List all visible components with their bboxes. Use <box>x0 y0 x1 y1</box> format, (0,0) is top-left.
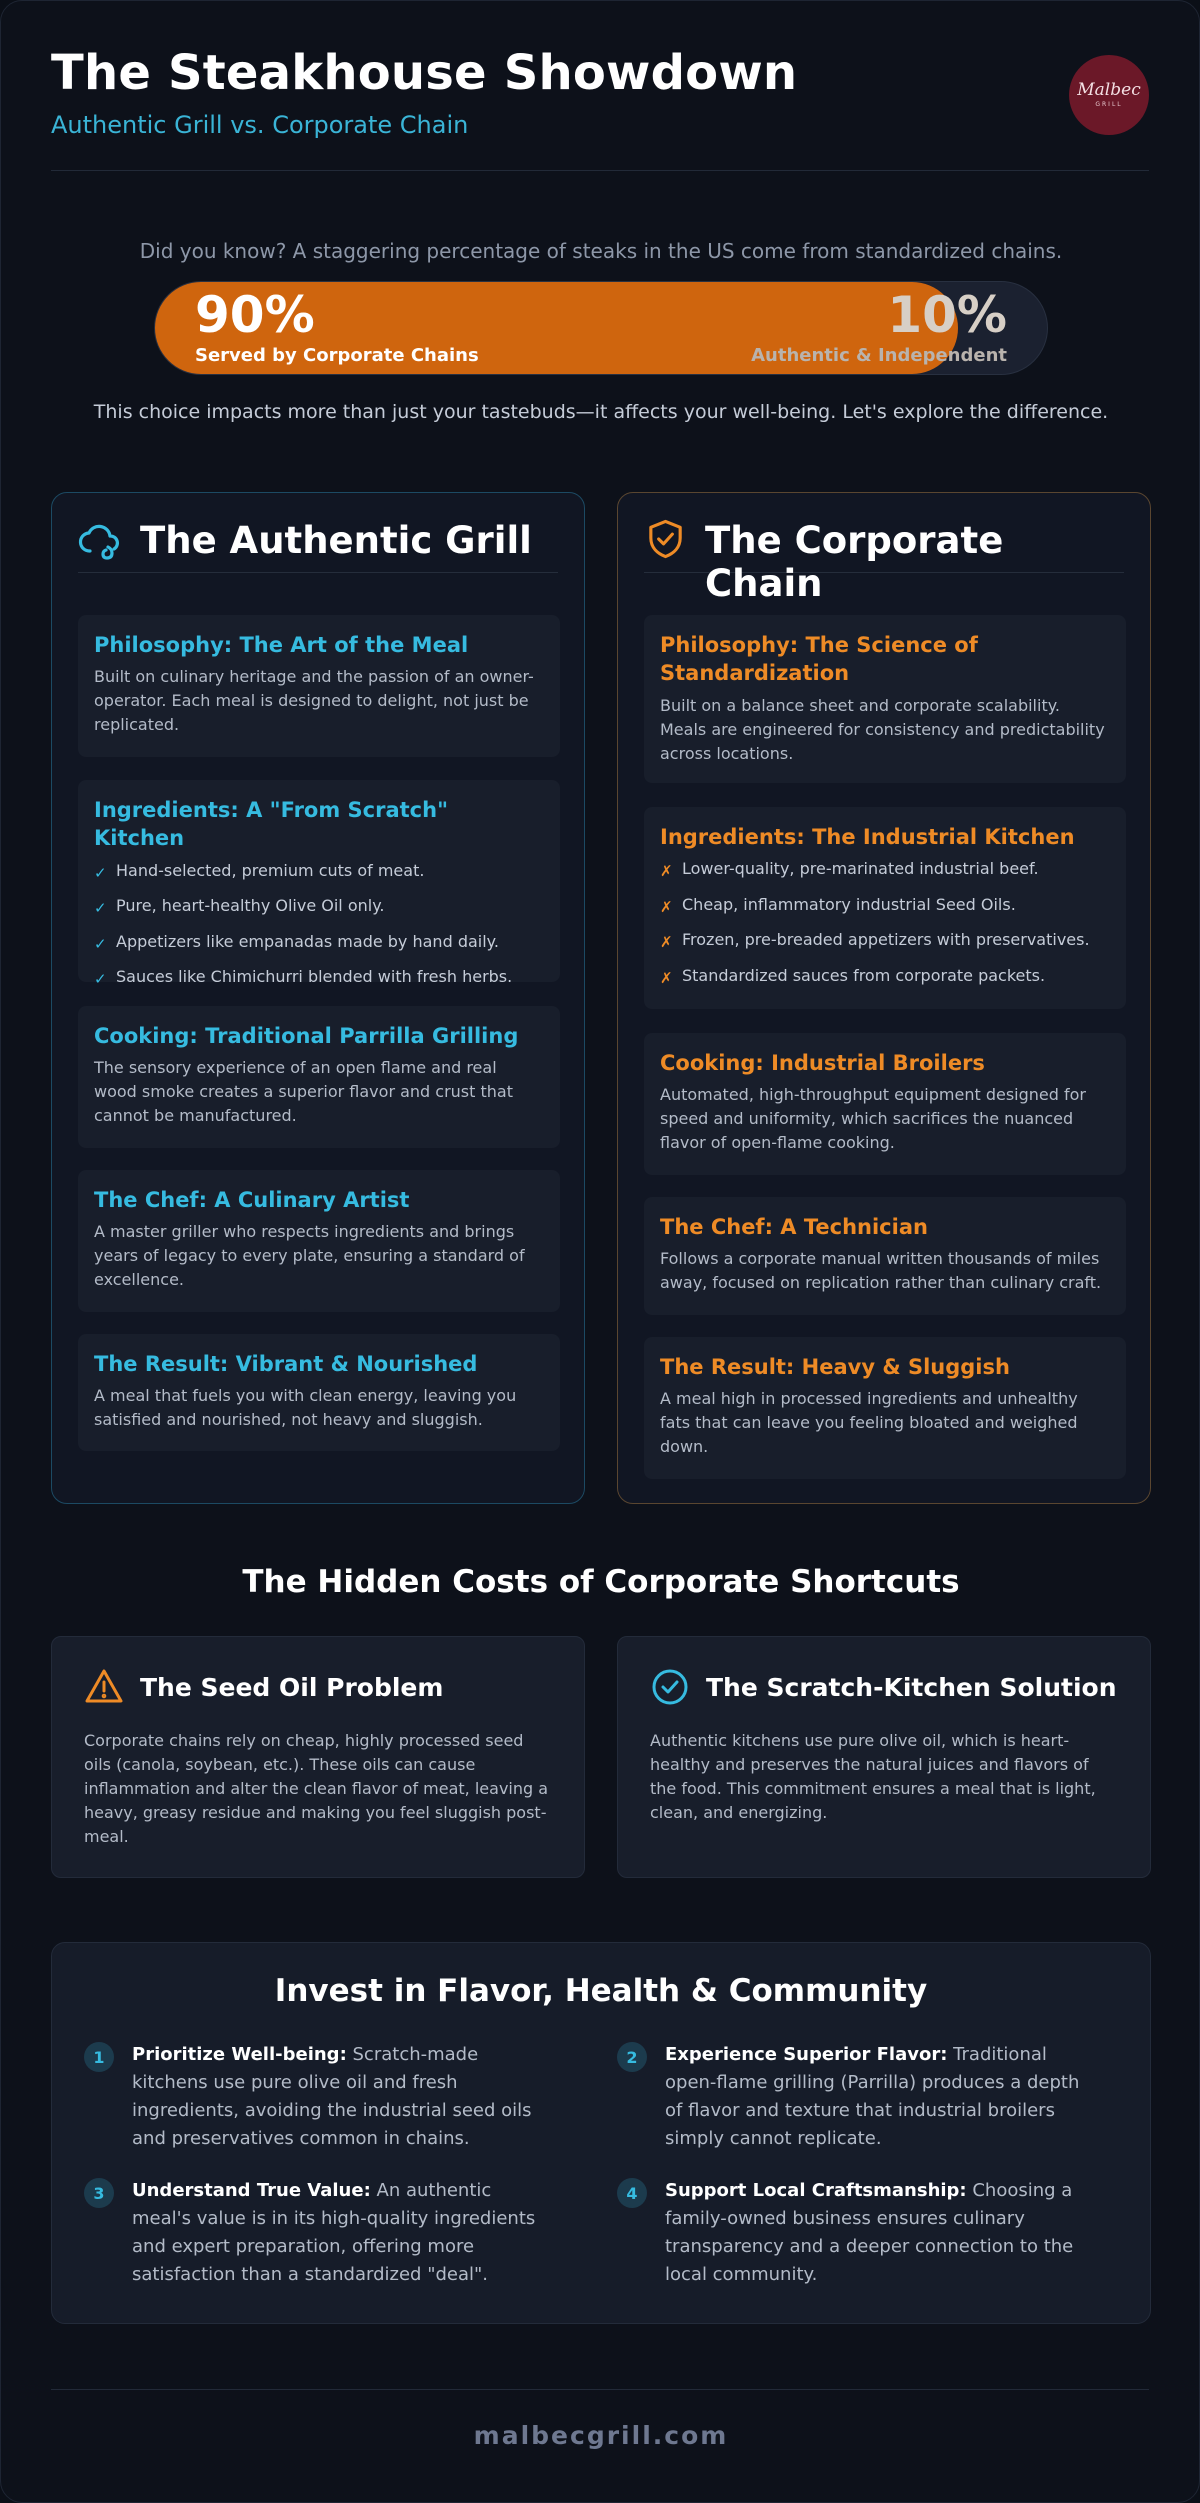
grill-cooking-card <box>78 1006 560 1148</box>
card-title: The Result: Heavy & Sluggish <box>660 1355 1010 1379</box>
invest-point <box>84 2041 554 2153</box>
invest-point <box>84 2177 554 2289</box>
number-badge: 3 <box>84 2178 114 2208</box>
shield-check-icon <box>644 517 687 561</box>
cross-icon: ✗ <box>660 968 673 987</box>
card-body: Automated, high-throughput equipment designed for speed and uniformity, which sacrifices the nuanced flavor of open-flame cooking. <box>660 1085 1086 1153</box>
number-badge: 4 <box>617 2178 647 2208</box>
stat-intro: Did you know? A staggering percentage of steaks in the US come from standardized chains. <box>139 239 1063 263</box>
invest-point <box>617 2177 1087 2289</box>
cross-icon: ✗ <box>660 897 673 916</box>
card-body: Corporate chains rely on cheap, highly processed seed oils (canola, soybean, etc.). These oils can cause inflammation and alter the clean flavor of meat, leaving a heavy, greasy residue and making you feel sluggish post-meal. <box>84 1731 549 1846</box>
list-item: ✓ Appetizers like empanadas made by hand daily. <box>94 931 499 953</box>
hidden-costs-title: The Hidden Costs of Corporate Shortcuts <box>242 1564 960 1600</box>
card-title: The Chef: A Technician <box>660 1215 928 1239</box>
grill-philosophy-card <box>78 615 560 757</box>
grill-header <box>78 519 558 573</box>
list-item: ✓ Pure, heart-healthy Olive Oil only. <box>94 896 385 918</box>
authentic-grill-column <box>51 492 585 1504</box>
grill-result-card <box>78 1334 560 1451</box>
scratch-kitchen-solution-card <box>617 1636 1151 1878</box>
card-title: Ingredients: The Industrial Kitchen <box>660 825 1075 849</box>
market-share-bar <box>154 281 1048 375</box>
check-icon: ✓ <box>94 899 107 918</box>
seed-oil-problem-card <box>51 1636 585 1878</box>
list-item: ✗ Standardized sauces from corporate packets. <box>660 965 1046 987</box>
point-lead: Prioritize Well-being: <box>132 2044 347 2065</box>
point-text: Choosing a family-owned business ensures culinary transparency and a deeper connection to the local community. <box>665 2180 1074 2285</box>
stat-outro: This choice impacts more than just your tastebuds—it affects your well-being. Let's explore the difference. <box>93 401 1109 423</box>
point-text: Traditional open-flame grilling (Parrilla) produces a depth of flavor and texture that industrial broilers simply cannot replicate. <box>665 2044 1080 2149</box>
invest-title: Invest in Flavor, Health & Community <box>274 1973 928 2009</box>
card-body: A master griller who respects ingredients and brings years of legacy to every plate, ensuring a standard of excellence. <box>94 1222 525 1290</box>
chain-chef-card <box>644 1197 1126 1315</box>
check-icon: ✓ <box>94 863 107 882</box>
cross-icon: ✗ <box>660 862 673 881</box>
page-subtitle: Authentic Grill vs. Corporate Chain <box>51 111 469 139</box>
list-item: ✗ Lower-quality, pre-marinated industrial beef. <box>660 859 1039 881</box>
card-title: The Result: Vibrant & Nourished <box>94 1352 478 1376</box>
independent-pct: 10% <box>887 286 1007 344</box>
chain-title: The Corporate Chain <box>705 519 1004 605</box>
card-title: Philosophy: The Art of the Meal <box>94 633 469 657</box>
card-body: The sensory experience of an open flame and real wood smoke creates a superior flavor and crust that cannot be manufactured. <box>94 1058 513 1126</box>
chain-ingredients-card <box>644 807 1126 1009</box>
number-badge: 1 <box>84 2042 114 2072</box>
point-lead: Understand True Value: <box>132 2180 371 2201</box>
point-lead: Support Local Craftsmanship: <box>665 2180 967 2201</box>
card-body: Built on a balance sheet and corporate scalability. Meals are engineered for consistency and predictability across locations. <box>660 695 1105 763</box>
card-body: A meal that fuels you with clean energy, leaving you satisfied and nourished, not heavy and sluggish. <box>94 1386 517 1430</box>
chain-philosophy-card <box>644 615 1126 783</box>
check-icon: ✓ <box>94 970 107 989</box>
corporate-label: Served by Corporate Chains <box>195 345 479 366</box>
list-item: ✓ Hand-selected, premium cuts of meat. <box>94 860 425 882</box>
card-title: The Seed Oil Problem <box>140 1672 444 1702</box>
grill-chef-card <box>78 1170 560 1312</box>
grill-ingredients-card <box>78 780 560 989</box>
grill-title: The Authentic Grill <box>140 519 532 562</box>
corporate-pct: 90% <box>195 286 315 344</box>
point-lead: Experience Superior Flavor: <box>665 2044 948 2065</box>
card-title: Cooking: Industrial Broilers <box>660 1051 985 1075</box>
flame-cloud-icon <box>78 517 122 561</box>
page-title: The Steakhouse Showdown <box>51 45 798 101</box>
cross-icon: ✗ <box>660 933 673 952</box>
invest-section <box>51 1942 1151 2324</box>
footer-divider <box>51 2389 1149 2390</box>
check-icon: ✓ <box>94 934 107 953</box>
chain-header <box>644 519 1124 605</box>
independent-label: Authentic & Independent <box>751 345 1007 366</box>
card-body: Authentic kitchens use pure olive oil, which is heart-healthy and preserves the natural juices and flavors of the food. This commitment ensures a meal that is light, clean, and energizing. <box>650 1731 1096 1822</box>
ingredient-list <box>94 861 544 990</box>
card-title: The Scratch-Kitchen Solution <box>706 1672 1117 1702</box>
footer-site[interactable]: malbecgrill.com <box>473 2421 729 2450</box>
corporate-chain-column <box>617 492 1151 1504</box>
card-body: Follows a corporate manual written thousands of miles away, focused on replication rather than culinary craft. <box>660 1249 1102 1293</box>
check-circle-icon <box>650 1667 690 1707</box>
independent-share <box>751 288 1007 366</box>
point-text: An authentic meal's value is in its high-quality ingredients and expert preparation, offering more satisfaction than a standardized "deal". <box>132 2180 536 2285</box>
card-title: Cooking: Traditional Parrilla Grilling <box>94 1024 519 1048</box>
card-title: Philosophy: The Science of Standardization <box>660 633 978 686</box>
malbec-logo: Malbec GRILL <box>1069 55 1149 135</box>
list-item: ✗ Cheap, inflammatory industrial Seed Oils. <box>660 894 1016 916</box>
card-body: Built on culinary heritage and the passion of an owner-operator. Each meal is designed to delight, not just be replicated. <box>94 667 534 735</box>
corporate-share <box>195 288 479 366</box>
warning-icon <box>84 1667 124 1707</box>
ingredient-list <box>660 859 1110 988</box>
list-item: ✗ Frozen, pre-breaded appetizers with preservatives. <box>660 930 1090 952</box>
invest-point <box>617 2041 1087 2153</box>
header <box>51 45 1149 171</box>
card-title: The Chef: A Culinary Artist <box>94 1188 410 1212</box>
card-body: A meal high in processed ingredients and unhealthy fats that can leave you feeling bloated and weighed down. <box>660 1389 1078 1457</box>
chain-cooking-card <box>644 1033 1126 1175</box>
number-badge: 2 <box>617 2042 647 2072</box>
chain-result-card <box>644 1337 1126 1479</box>
card-title: Ingredients: A "From Scratch" Kitchen <box>94 798 449 851</box>
point-text: Scratch-made kitchens use pure olive oil and fresh ingredients, avoiding the industrial seed oils and preservatives common in chains. <box>132 2044 532 2149</box>
list-item: ✓ Sauces like Chimichurri blended with fresh herbs. <box>94 967 513 989</box>
